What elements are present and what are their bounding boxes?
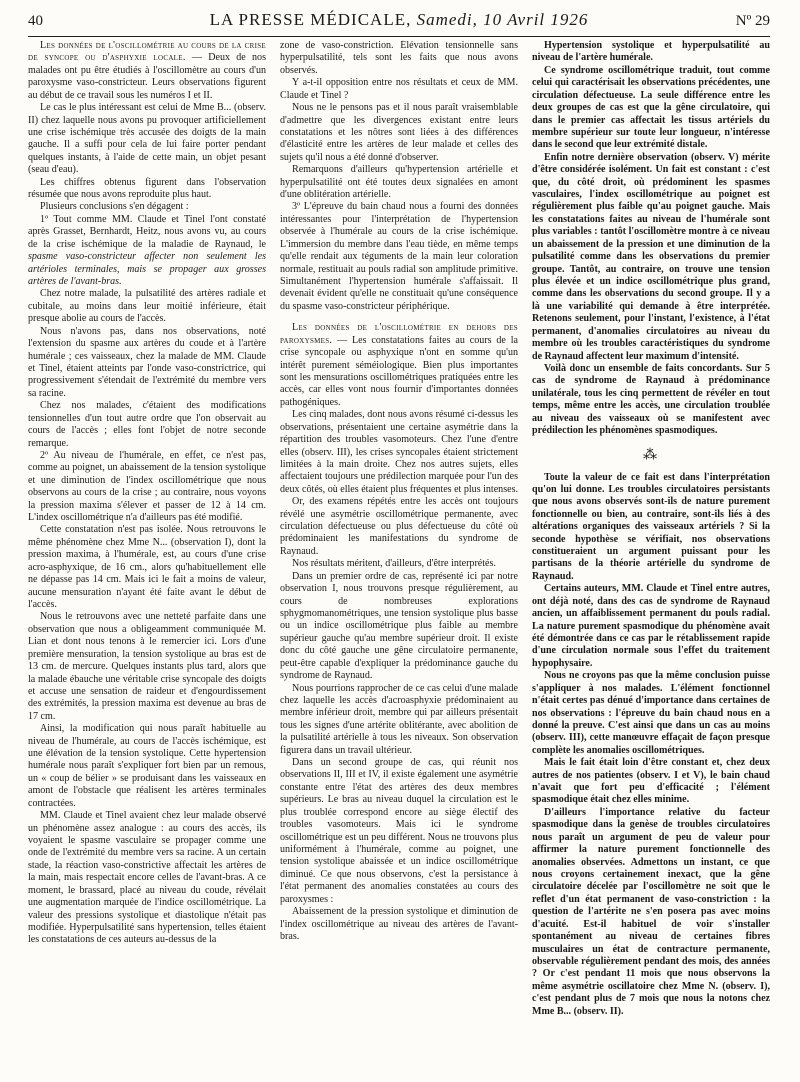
paragraph: Nos résultats méritent, d'ailleurs, d'être interprétés. <box>292 558 496 570</box>
paragraph <box>280 322 518 409</box>
page-number: 40 <box>28 13 43 29</box>
paragraph: Les cinq malades, dont nous avons résumé ci-dessus les observations, présentaient une certaine asymétrie dans la répartition des troubles vasomoteurs. Chez l'une d'entre elles (observ. III), les crises syncopales étaient strictement limitées à la main droite. Chez nos autres sujets, elles affectaient toujours une prédilection marquée pour l'un des deux côtés, où elles étaient plus fréquentes et plus intenses. <box>280 409 518 495</box>
journal-title <box>210 10 589 30</box>
paragraph-text: 1º Tout comme MM. Claude et Tinel l'ont constaté après Grasset, Bernhardt, Heitz, nous avons vu, au cours de la crise ischémique de la maladie de Raynaud, le <box>28 213 266 250</box>
paragraph: MM. Claude et Tinel avaient chez leur malade observé un phénomène assez analogue : au cours des accès, ils voyaient le spasme vasculaire se propager comme une onde de l'extrémité du membre vers sa racine. A un certain stade, la réaction vaso-constrictive affectait les artères de la main, mais respectait encore celles de l'avant-bras. A ce moment, le brassard, placé au niveau du coude, révélait une augmentation marquée de l'indice oscillométrique. La valeur des pressions systolique et diastolique n'était pas modifiée. Hyperpulsatilité sans hypertension, telles étaient les constatations de ces auteurs au-dessus de la <box>28 810 266 946</box>
paragraph: Cette constatation n'est pas isolée. Nous retrouvons le même phénomène chez Mme N... (observation I), dont la pression maxima, à l'humérale, est, au cours d'une crise acro-asphyxique, de 16 cm., alors qu'habituellement elle ne dépasse pas 14 cm. Mais ici le fait a moins de valeur, aucune mensuration n'ayant été faite avant le début de l'accès. <box>28 524 266 610</box>
paragraph-text: — Les constatations faites au cours de la crise syncopale ou asphyxique n'ont en somme qu'un intérêt purement séméiologique. Bien plus importantes sont les mensurations oscillométriques pratiquées entre les accès, car elles vont nous fournir d'importantes données pathogéniques. <box>280 334 518 408</box>
article-columns <box>28 40 770 1074</box>
paragraph: Abaissement de la pression systolique et diminution de l'index oscillométrique au niveau des artères de l'avant-bras. <box>280 906 518 942</box>
paragraph: Ce syndrome oscillométrique traduit, tout comme celui qui caractérisait les observations précédentes, une circulation défectueuse. La seule différence entre les deux groupes de cas est que la gêne circulatoire, qui dans le premier cas affectait les tissus artériels du membre supérieur sur toute leur longueur, n'intéresse dans le second que leur extrémité distale. <box>532 64 770 151</box>
paragraph: Voilà donc un ensemble de faits concordants. Sur 5 cas de syndrome de Raynaud à prédominance unilatérale, tous les cinq permettent de révéler en tout temps, même entre les accès, une circulation troublée au niveau des vaisseaux où se manifestent avec prédilection les phénomènes spasmodiques. <box>532 362 770 437</box>
paragraph: Dans un second groupe de cas, qui réunit nos observations II, III et IV, il existe également une asymétrie constante entre l'état des artères des deux membres supérieurs. Le bras au niveau duquel la circulation est le plus troublée correspond encore au siège électif des troubles vasomoteurs. Mais ici le syndrome oscillométrique est un peu différent. Nous ne trouvons plus uniformément à l'humérale, comme au poignet, une tension systolique abaissée et un indice oscillométrique diminué. Ce que nous observons, c'est la persistance à l'état permanent des anomalies constatées au cours des paroxysmes : <box>280 757 518 905</box>
paragraph: Remarquons d'ailleurs qu'hypertension artérielle et hyperpulsatilité ont été toutes deux signalées en amont d'une oblitération artérielle. <box>280 164 518 201</box>
paragraph: 2º Au niveau de l'humérale, en effet, ce n'est pas, comme au poignet, un abaissement de la tension systolique et une diminution de l'index oscillométrique que nous observons au cours de la crise ; au contraire, nous voyons la pression maxima s'élever et passer de 12 à 14 cm. L'index oscillométrique n'a d'ailleurs pas été modifié. <box>28 449 266 524</box>
paragraph: Chez notre malade, la pulsatilité des artères radiale et cubitale, au moins dans leur moitié inférieure, était presque abolie au cours de l'accès. <box>28 288 266 325</box>
paragraph: Plusieurs conclusions s'en dégagent : <box>40 201 189 213</box>
paragraph: Le cas le plus intéressant est celui de Mme B... (observ. II) chez laquelle nous avons pu provoquer artificiellement une crise ischémique très accusée des doigts de la main gauche. Il a suffi pour cela de lui faire porter pendant quelques instants, à l'aide de cette main, un objet pesant (seau d'eau). <box>28 102 266 176</box>
issue-date: Samedi, 10 Avril 1926 <box>416 10 589 29</box>
paragraph: Dans un premier ordre de cas, représenté ici par notre observation I, nous trouvons presque régulièrement, au cours de nombreuses explorations sphygmomanométriques, une tension systolique plus basse ou un indice oscillométrique plus faible au membre supérieur gauche qu'au membre supérieur droit. Il existe donc du côté gauche une gêne circulatoire permanente, peut-être capable d'expliquer la prédominance gauche du syndrome de Raynaud. <box>280 570 518 682</box>
column-right <box>532 40 770 1074</box>
paragraph <box>28 40 266 102</box>
column-left <box>28 40 266 1074</box>
section-separator-asterism: ⁂ <box>643 447 659 463</box>
emphasis-text: spasme vaso-constricteur affecter non seulement les artérioles terminales, mais se propager aux grosses artères de l'avant-bras. <box>28 251 266 288</box>
paragraph: Y a-t-il opposition entre nos résultats et ceux de MM. Claude et Tinel ? <box>280 77 518 101</box>
paragraph: zone de vaso-constriction. Élévation tensionnelle sans hyperpulsatilité, tels sont les faits que nous avons observés. <box>280 40 518 76</box>
paragraph: Nous le retrouvons avec une netteté parfaite dans une observation que nous a obligeamment communiquée M. Lian et dont nous tenons à le remercier ici. Lors d'une première mensuration, la tension systolique au bras est de 13 cm. de mercure. Quelques instants plus tard, alors que la malade ébauche une véritable crise syncopale des doigts et accuse une sensation de raideur et d'engourdissement des extrémités, la pression maxima est devenue au bras de 17 cm. <box>28 611 266 722</box>
paragraph: 3º L'épreuve du bain chaud nous a fourni des données intéressantes pour l'interprétation de l'hypertension observée à l'humérale au cours de la crise ischémique. L'immersion du membre dans l'eau tiède, en même temps qu'elle rendait aux téguments de la main leur coloration normale, restituait au pouls radial son amplitude primitive. Simultanément l'hypertension humérale s'affaissait. Il devenait évident qu'elle ne constituait qu'une conséquence du spasme vaso-constricteur périphérique. <box>280 201 518 312</box>
paragraph: Nous ne croyons pas que la même conclusion puisse s'appliquer à nos malades. L'élément fonctionnel n'était certes pas dénué d'importance dans certaines de nos observations : l'épreuve du bain chaud nous en a donné la preuve. C'est ainsi que dans un cas au moins (observ. III), cette manœuvre effaçait de façon presque complète les anomalies oscillométriques. <box>532 670 770 756</box>
section-gap <box>280 313 518 322</box>
section-heading: Les données de l'oscillométrie en dehors des paroxysmes. <box>280 322 518 346</box>
paragraph: Toute la valeur de ce fait est dans l'interprétation qu'on lui donne. Les troubles circulatoires persistants que nous avons observés sont-ils de nature purement fonctionnelle ou bien, au contraire, sont-ils liés à des altérations organiques des vaisseaux artériels ? Si la seconde hypothèse se vérifiait, nos observations constitueraient un argument puissant pour les partisans de la théorie artérielle du syndrome de Raynaud. <box>532 471 770 582</box>
paragraph: Chez nos malades, c'étaient des modifications tensionnelles d'un tout autre ordre que l'on observait au cours de l'accès ; elles font l'objet de notre seconde remarque. <box>28 400 266 449</box>
column-middle <box>280 40 518 1074</box>
paragraph: Nous ne le pensons pas et il nous paraît vraisemblable d'admettre que les divergences existant entre leurs constatations et les nôtres sont liées à des différences d'élasticité entre les artères de leur malade et celles des sujets qu'il nous a été donné d'observer. <box>280 102 518 163</box>
paragraph: Nous n'avons pas, dans nos observations, noté l'extension du spasme aux artères du coude et à l'artère humérale ; ces vaisseaux, chez la malade de MM. Claude et Tinel, étaient atteints par l'onde vaso-constrictrice, qui progressivement s'étendait de l'extrémité du membre vers sa racine. <box>28 325 266 399</box>
issue-number: Nº 29 <box>735 13 770 29</box>
paragraph: Nous pourrions rapprocher de ce cas celui d'une malade chez laquelle les accès d'acroasphyxie prédominaient au membre inférieur droit, membre qui par ailleurs présentait tous les signes d'une artérite oblitérante, avec abolition de la pulsatilité artérielle à tous les niveaux. Son observation figurera dans un travail ultérieur. <box>280 682 518 756</box>
paragraph: Mais le fait était loin d'être constant et, chez deux autres de nos patientes (observ. I et V), le bain chaud n'avait que fort peu d'efficacité ; l'élément spasmodique était chez elles minime. <box>532 757 770 806</box>
paragraph: Or, des examens répétés entre les accès ont toujours révélé une asymétrie oscillométrique permanente, avec circulation défectueuse ou plus défectueuse du côté où prédominaient les manifestations du syndrome de Raynaud. <box>280 496 518 557</box>
paragraph: Hypertension systolique et hyperpulsatilité au niveau de l'artère humérale. <box>532 40 770 64</box>
page-header <box>28 10 770 37</box>
paragraph: Ainsi, la modification qui nous paraît habituelle au niveau de l'humérale, au cours de l'accès ischémique, est une élévation de la tension systolique. Cette hypertension humérale nous paraît s'expliquer fort bien par un remous, un « coup de bélier » se produisant dans les vaisseaux en amont de l'obstacle que réalisent les artères terminales contractées. <box>28 723 266 809</box>
journal-name: LA PRESSE MÉDICALE, <box>209 10 412 29</box>
paragraph: Enfin notre dernière observation (observ. V) mérite d'être considérée isolément. Un fait est constant : c'est que, du côté droit, où prédominent les spasmes vasculaires, l'index oscillométrique au poignet est régulièrement plus faible qu'au poignet gauche. Mais les constatations faites au niveau de l'humérale sont plus variables : tantôt l'oscillomètre montre à ce niveau un abaissement de la pression et une diminution de la pulsatilité comme dans les observations du premier groupe. Tantôt, au contraire, on trouve une tension plus élevée et un indice oscillométrique plus grand, comme dans les observations du second groupe. Il y a là une variabilité qui demande à être interprétée. Retenons seulement, pour l'instant, l'existence, à l'état permanent, d'anomalies circulatoires au niveau du membre où les troubles caractéristiques du syndrome de Raynaud affectent leur maximum d'intensité. <box>532 151 770 362</box>
paragraph-text: — Deux de nos malades ont pu être étudiés à l'oscillomètre au cours d'un paroxysme vaso-constricteur. Leurs observations figurent au début de ce travail sous les numéros I et II. <box>28 52 266 101</box>
paragraph: Les chiffres obtenus figurent dans l'observation résumée que nous avons reproduite plus haut. <box>28 176 266 201</box>
section-heading: Les données de l'oscillométrie au cours de la crise de syncope ou d'asphyxie locale. <box>28 40 266 64</box>
paragraph: Certains auteurs, MM. Claude et Tinel entre autres, ont déjà noté, dans des cas de syndrome de Raynaud ancien, un affaiblissement permanent du pouls radial. La nature purement spasmodique du phénomène avait été démontrée dans ce cas par le rétablissement rapide d'une circulation normale sous l'effet du traitement hypophysaire. <box>532 583 770 669</box>
paragraph <box>28 214 266 289</box>
paragraph: D'ailleurs l'importance relative du facteur spasmodique dans la genèse de troubles circulatoires nous paraît un argument de peu de valeur pour affirmer la nature purement fonctionnelle des anomalies observées. Admettons un instant, ce que nous croyons certainement inexact, que la gêne circulatoire décelée par l'oscillomètre ne soit que le reflet d'un état permanent de vaso-constriction : la question de l'artérite ne s'en posera pas avec moins d'acuité. Est-il habituel de voir s'installer spontanément au niveau de certaines fibres musculaires un état de contracture permanente, observable régulièrement pendant des mois, des années ? Or c'est pendant 11 mois que nous observons la même asymétrie oscillatoire chez Mme N. (observ. I), c'est pendant plus de 7 mois que nous la notons chez Mme B... (observ. II). <box>532 806 770 1017</box>
